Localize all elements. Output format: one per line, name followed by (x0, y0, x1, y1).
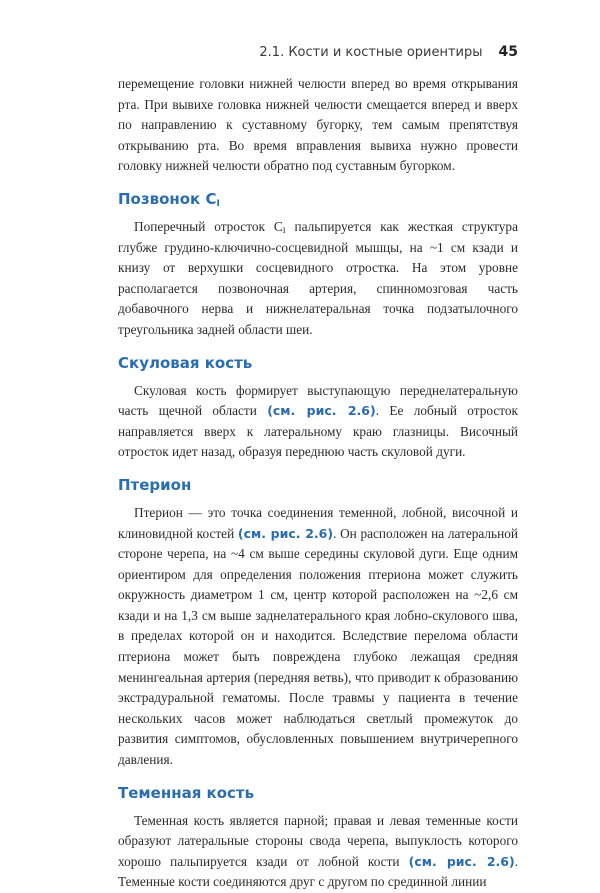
paragraph-vertebra-c1: Поперечный отросток $C_I$ пальпируется как жесткая структура глубже грудино-ключично-сосцевидной мышцы, на ~1 см кзади и книзу от верхушки сосцевидного отростка. На этом уровне располагается позвоночная артерия, спинномозговая часть добавочного нерва и нижнелатеральная точка подзатылочного треугольника задней области шеи. (118, 218, 518, 337)
page-body (118, 74, 518, 893)
figure-reference[interactable]: (см. рис. 2.6) (237, 525, 334, 541)
heading-pterion: Птерион (118, 475, 192, 494)
running-header (118, 44, 518, 60)
intro-paragraph: перемещение головки нижней челюсти вперед во время открывания рта. При вывихе головка нижней челюсти смещается вперед и вверх по направлению к суставному бугорку, тем самым препятствуя открыванию рта. Во время вправления вывиха нужно провести головку нижней челюсти обратно под суставным бугорком. (118, 76, 518, 174)
figure-reference[interactable]: (см. рис. 2.6) (267, 403, 376, 419)
heading-zygomatic-bone: Скуловая кость (118, 353, 253, 372)
heading-vertebra-c1: Позвонок $C_I$ (118, 189, 220, 209)
heading-parietal-bone: Теменная кость (118, 783, 255, 802)
paragraph-parietal-bone: Теменная кость является парной; правая и левая теменные кости образуют латеральные стороны свода черепа, выпуклость которого хорошо пальпируется кзади от лобной кости (см. рис. 2.6). Теменные кости соединяются друг с другом по срединной линии (118, 812, 519, 890)
section-title: 2.1. Кости и костные ориентиры (259, 45, 483, 60)
paragraph-zygomatic-bone: Скуловая кость формирует выступающую переднелатеральную часть щечной области (см. рис. 2.6). Ее лобный отросток направляется вверх к латеральному краю глазницы. Височный отросток идет назад, образуя переднюю часть скуловой дуги. (118, 382, 518, 460)
page-number: 45 (498, 44, 518, 60)
figure-reference[interactable]: (см. рис. 2.6) (408, 853, 515, 869)
paragraph-pterion: Птерион — это точка соединения теменной, лобной, височной и клиновидной костей (см. рис. 2.6). Он расположен на латеральной стороне черепа, на ~4 см выше середины скуловой дуги. Еще одним ориентиром для определения положения птериона может служить окружность диаметром 1 см, центр которой расположен на ~2,6 см кзади и на 1,3 см выше заднелатерального края лобно-скулового шва, в пределах которой он и находится. Вследствие перелома области птериона может быть повреждена глубоко лежащая средняя менингеальная артерия (передняя ветвь), что приводит к образованию экстрадуральной гематомы. После травмы у пациента в течение нескольких часов может наблюдаться светлый промежуток до развития симптомов, обусловленных повышением внутричерепного давления. (118, 504, 518, 768)
